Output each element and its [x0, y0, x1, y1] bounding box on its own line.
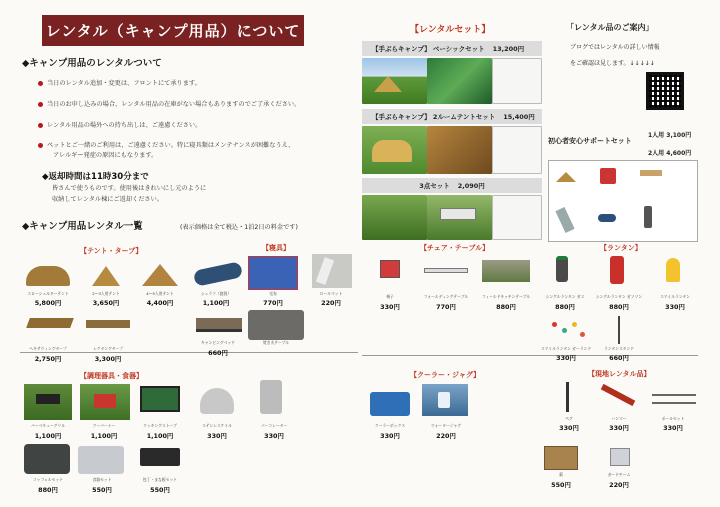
guide-line-2: をご確認ほ見します。↓↓↓↓↓: [570, 60, 655, 67]
item-name: ヘキサウィングタープ: [29, 346, 67, 351]
item-price: 880円: [38, 486, 58, 494]
cat-bedding: 【寝具】: [262, 244, 290, 252]
divider: [20, 352, 358, 353]
item-price: 1,100円: [146, 432, 174, 440]
item-price: 880円: [609, 303, 629, 311]
item-kitchen-table: [482, 260, 530, 282]
item-cooler-box: [370, 392, 410, 416]
item-cooking-stove: [140, 386, 180, 412]
item-price: 3,650円: [92, 299, 120, 307]
item-price: 550円: [92, 486, 112, 494]
item-name: 薪: [559, 472, 563, 477]
item-name: シングルランタン ガソリン: [595, 294, 643, 299]
table-icon: [640, 170, 662, 176]
item-name: 2〜3人用テント: [92, 291, 120, 296]
item-price: 550円: [551, 481, 571, 489]
item-price: 660円: [609, 354, 629, 362]
item-name: ハンマー: [611, 416, 627, 421]
cat-chair: 【チェア・テーブル】: [420, 244, 490, 252]
item-price: 1,100円: [202, 299, 230, 307]
item-price: 2,750円: [34, 355, 62, 363]
item-name: クッキングストーブ: [143, 423, 177, 428]
set-basic-photo2: [427, 58, 492, 104]
sets-title: 【レンタルセット】: [410, 25, 491, 35]
item-bbq-grill: [24, 384, 72, 420]
chair-icon: [600, 168, 616, 184]
item-peg: [566, 382, 569, 412]
item-tent-1: [24, 262, 72, 288]
item-price: 1,100円: [34, 432, 62, 440]
item-name: ステンレスケトル: [202, 423, 232, 428]
table-icon: [440, 208, 476, 220]
item-name: ウォータージャグ: [430, 423, 462, 428]
item-name: 椅子: [386, 294, 394, 299]
set-three-photo1: [362, 195, 427, 240]
item-name: 食器セット: [92, 477, 112, 482]
item-name: コッフェルセット: [32, 477, 64, 482]
item-price: 220円: [436, 432, 456, 440]
intro-item-4b: アレルギー発症の原因にもなります。: [53, 152, 158, 159]
item-tent-2: [92, 266, 120, 286]
item-firewood: [544, 446, 578, 470]
item-chair: [380, 260, 400, 278]
guide-line-1: ブログではレンタルの詳しい情報: [570, 44, 660, 51]
intro-title: ◆キャンプ用品のレンタルついて: [22, 58, 162, 69]
item-name: レクタングタープ: [93, 346, 123, 351]
item-name: 焚き火テーブル: [262, 340, 290, 345]
list-title: ◆キャンプ用品レンタル一覧: [22, 221, 143, 232]
item-name: シングルランタン ガス: [545, 294, 585, 299]
item-hexa-tarp: [26, 318, 74, 328]
set-basic-contents: [492, 58, 542, 104]
item-water-jug: [422, 384, 468, 416]
item-name: ガードチーム: [607, 472, 631, 477]
item-hammer: [601, 384, 636, 406]
item-name: パーコレーター: [260, 423, 288, 428]
item-tableware-set: [78, 446, 124, 474]
item-price: 330円: [556, 354, 576, 362]
item-price: 330円: [609, 424, 629, 432]
sleeping-bag-icon: [598, 214, 616, 222]
cat-lantern: 【ランタン】: [600, 244, 642, 252]
item-guard-team: [610, 448, 630, 466]
item-percolator: [260, 380, 282, 414]
item-blanket: [248, 256, 298, 290]
set-tworoom-photo2: [427, 126, 492, 174]
beginner-p1: 1人用 3,100円: [648, 132, 692, 139]
tent-icon: [556, 172, 576, 182]
item-price: 3,300円: [94, 355, 122, 363]
item-price: 330円: [559, 424, 579, 432]
item-price: 550円: [150, 486, 170, 494]
item-name: スマイルランタン ガーランド: [540, 346, 592, 351]
item-price: 770円: [263, 299, 283, 307]
item-smile-lantern: [666, 258, 680, 282]
item-price: 220円: [321, 299, 341, 307]
set-three-bar: 3点セット 2,090円: [362, 178, 542, 193]
item-kettle: [200, 388, 234, 414]
item-name: ロールマット: [319, 291, 343, 296]
list-note: (表示価格は全て税込・1泊2日の料金です): [180, 224, 298, 231]
item-fire-table: [248, 310, 304, 340]
cat-cooking: 【調理器具・食器】: [80, 372, 143, 380]
intro-item-2: 当日のお申し込みの場合、レンタル用品の在庫がない場合もありますのでご了承ください。: [38, 100, 300, 109]
return-title: ◆返却時間は11時30分まで: [42, 172, 149, 182]
item-pole-set: [652, 394, 696, 404]
item-name: フォールディングテーブル: [423, 294, 469, 299]
intro-item-1: 当日のレンタル追加・変更は、フロントにて承ります。: [38, 79, 201, 88]
tent-icon: [374, 76, 402, 92]
item-roll-mat: [312, 254, 352, 288]
guide-title: 「レンタル品のご案内」: [566, 23, 654, 32]
item-name: スマイルランタン: [659, 294, 691, 299]
cat-field: 【現地レンタル品】: [588, 370, 651, 378]
item-price: 660円: [208, 349, 228, 357]
divider: [362, 355, 698, 356]
page-title: レンタル（キャンプ用品）について: [42, 15, 304, 46]
item-price: 330円: [207, 432, 227, 440]
set-basic-bar: 【手ぶらキャンプ】 ベーシックセット 13,200円: [362, 41, 542, 56]
item-name: スローシェルターテント: [27, 291, 69, 296]
item-name: クーラーボックス: [374, 423, 406, 428]
qr-code-icon[interactable]: [646, 72, 684, 110]
tent-icon: [372, 140, 412, 162]
item-price: 220円: [609, 481, 629, 489]
beginner-p2: 2人用 4,600円: [648, 150, 692, 157]
cat-tent: 【テント・タープ】: [80, 247, 143, 255]
item-lantern-gasoline: [610, 256, 624, 284]
item-name: ペグ: [565, 416, 573, 421]
item-name: キャンピングベッド: [200, 340, 236, 345]
item-price: 330円: [663, 424, 683, 432]
item-price: 330円: [264, 432, 284, 440]
return-line-2: 収納してレンタル棟にご返却ください。: [52, 196, 163, 203]
cat-cooler: 【クーラー・ジャグ】: [410, 371, 481, 379]
intro-item-3: レンタル用品の場外への持ち出しは、ご遠慮ください。: [38, 121, 201, 130]
item-lantern-gas: [556, 256, 568, 282]
item-price: 330円: [380, 303, 400, 311]
item-price: 4,400円: [146, 299, 174, 307]
item-name: ポールセット: [661, 416, 685, 421]
item-name: フィールドキッチンテーブル: [481, 294, 531, 299]
return-line-1: 皆さんで使うものです。使用後はきれいにし元のように: [52, 185, 207, 192]
item-price: 5,800円: [34, 299, 62, 307]
item-price: 770円: [436, 303, 456, 311]
item-lantern-stand: [618, 316, 620, 344]
item-garland: [548, 318, 588, 342]
item-name: 毛布: [269, 291, 277, 296]
item-name: ランタンスタンド: [603, 346, 635, 351]
item-name: 4〜5人用テント: [146, 291, 174, 296]
item-name: シュラフ（寝袋）: [200, 291, 232, 296]
set-tworoom-contents: [492, 126, 542, 174]
item-two-burner: [80, 384, 130, 420]
item-price: 1,100円: [90, 432, 118, 440]
item-price: 330円: [665, 303, 685, 311]
item-knife-board: [140, 448, 180, 466]
intro-item-4: ペットとご一緒のご利用は、ご遠慮ください。特に寝具類はメンテナンスが困難なうえ、: [38, 141, 294, 150]
set-three-contents: [492, 195, 542, 240]
item-camping-bed: [196, 318, 242, 332]
item-cookware-set: [24, 444, 70, 474]
item-sleeping-bag: [193, 261, 243, 287]
item-name: ツーバーナー: [92, 423, 116, 428]
item-price: 880円: [496, 303, 516, 311]
item-folding-table: [424, 268, 468, 273]
item-tent-3: [142, 264, 178, 286]
item-rect-tarp: [86, 320, 130, 328]
item-price: 880円: [555, 303, 575, 311]
set-tworoom-bar: 【手ぶらキャンプ】 2ルームテントセット 15,400円: [362, 109, 542, 124]
item-price: 330円: [380, 432, 400, 440]
item-name: バーベキューグリル: [30, 423, 66, 428]
beginner-label: 初心者安心サポートセット: [548, 137, 632, 145]
lantern-icon: [644, 206, 652, 228]
item-name: 包丁・まな板セット: [142, 477, 178, 482]
